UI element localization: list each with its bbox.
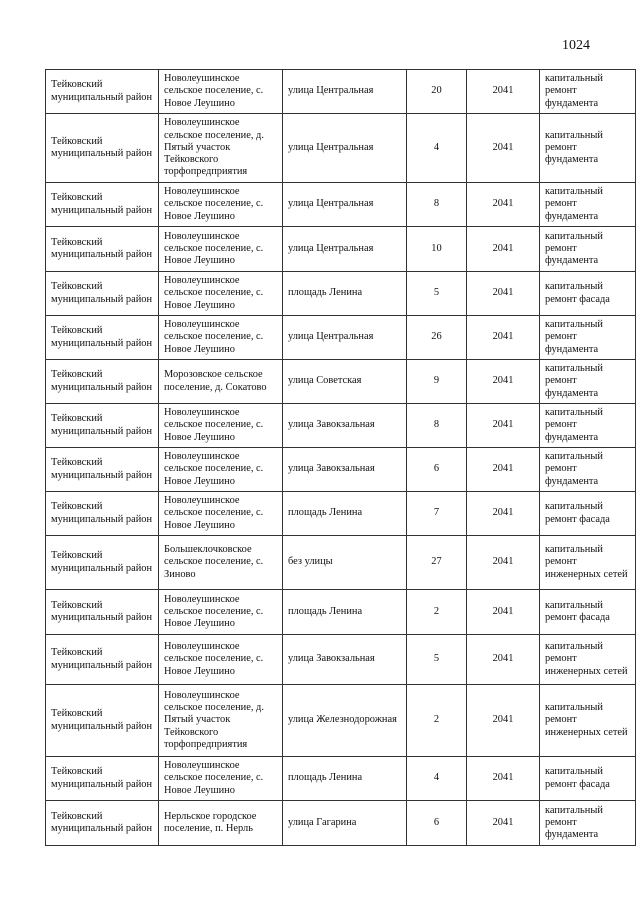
street-cell: площадь Ленина [283,492,407,536]
house-number-cell: 6 [407,801,467,846]
house-number-cell: 4 [407,114,467,183]
settlement-cell: Новолеушинское сельское поселение, с. Новое Леушино [159,635,283,685]
settlement-cell: Новолеушинское сельское поселение, д. Пятый участок Тейковского торфопредприятия [159,685,283,757]
house-number-cell: 8 [407,183,467,227]
table-row [46,801,636,846]
work-type-cell: капитальный ремонт фасада [540,272,636,316]
table-row [46,360,636,404]
table-row [46,404,636,448]
street-cell: улица Завокзальная [283,448,407,492]
settlement-cell: Новолеушинское сельское поселение, д. Пятый участок Тейковского торфопредприятия [159,114,283,183]
settlement-cell: Большеклочковское сельское поселение, с. Зиново [159,536,283,590]
district-cell: Тейковский муниципальный район [46,70,159,114]
year-cell: 2041 [467,757,540,801]
table-row [46,536,636,590]
street-cell: улица Центральная [283,183,407,227]
house-number-cell: 7 [407,492,467,536]
district-cell: Тейковский муниципальный район [46,227,159,272]
work-type-cell: капитальный ремонт фундамента [540,70,636,114]
year-cell: 2041 [467,316,540,360]
district-cell: Тейковский муниципальный район [46,360,159,404]
street-cell: улица Центральная [283,227,407,272]
table-row [46,590,636,635]
table-row [46,635,636,685]
district-cell: Тейковский муниципальный район [46,404,159,448]
year-cell: 2041 [467,635,540,685]
work-type-cell: капитальный ремонт фундамента [540,404,636,448]
work-type-cell: капитальный ремонт инженерных сетей [540,685,636,757]
street-cell: площадь Ленина [283,590,407,635]
work-type-cell: капитальный ремонт фундамента [540,316,636,360]
house-number-cell: 9 [407,360,467,404]
settlement-cell: Морозовское сельское поселение, д. Сокатово [159,360,283,404]
district-cell: Тейковский муниципальный район [46,536,159,590]
district-cell: Тейковский муниципальный район [46,448,159,492]
settlement-cell: Новолеушинское сельское поселение, с. Новое Леушино [159,183,283,227]
settlement-cell: Нерльское городское поселение, п. Нерль [159,801,283,846]
year-cell: 2041 [467,272,540,316]
table-row [46,492,636,536]
work-type-cell: капитальный ремонт фундамента [540,448,636,492]
street-cell: улица Центральная [283,70,407,114]
district-cell: Тейковский муниципальный район [46,635,159,685]
house-number-cell: 26 [407,316,467,360]
year-cell: 2041 [467,536,540,590]
settlement-cell: Новолеушинское сельское поселение, с. Новое Леушино [159,492,283,536]
district-cell: Тейковский муниципальный район [46,757,159,801]
street-cell: улица Советская [283,360,407,404]
year-cell: 2041 [467,404,540,448]
repair-registry-table [45,69,636,846]
settlement-cell: Новолеушинское сельское поселение, с. Новое Леушино [159,227,283,272]
work-type-cell: капитальный ремонт фундамента [540,114,636,183]
settlement-cell: Новолеушинское сельское поселение, с. Новое Леушино [159,70,283,114]
house-number-cell: 27 [407,536,467,590]
table-row [46,316,636,360]
year-cell: 2041 [467,685,540,757]
house-number-cell: 10 [407,227,467,272]
district-cell: Тейковский муниципальный район [46,272,159,316]
work-type-cell: капитальный ремонт фасада [540,757,636,801]
street-cell: улица Железнодорожная [283,685,407,757]
street-cell: площадь Ленина [283,272,407,316]
page-number: 1024 [562,38,590,53]
work-type-cell: капитальный ремонт фасада [540,590,636,635]
district-cell: Тейковский муниципальный район [46,316,159,360]
house-number-cell: 6 [407,448,467,492]
house-number-cell: 5 [407,272,467,316]
year-cell: 2041 [467,114,540,183]
district-cell: Тейковский муниципальный район [46,801,159,846]
table-row [46,70,636,114]
settlement-cell: Новолеушинское сельское поселение, с. Новое Леушино [159,448,283,492]
table-row [46,114,636,183]
year-cell: 2041 [467,183,540,227]
district-cell: Тейковский муниципальный район [46,685,159,757]
year-cell: 2041 [467,70,540,114]
house-number-cell: 5 [407,635,467,685]
work-type-cell: капитальный ремонт фундамента [540,183,636,227]
year-cell: 2041 [467,492,540,536]
street-cell: улица Завокзальная [283,404,407,448]
house-number-cell: 2 [407,590,467,635]
settlement-cell: Новолеушинское сельское поселение, с. Новое Леушино [159,757,283,801]
district-cell: Тейковский муниципальный район [46,492,159,536]
table-row [46,685,636,757]
table-row [46,183,636,227]
house-number-cell: 20 [407,70,467,114]
district-cell: Тейковский муниципальный район [46,114,159,183]
house-number-cell: 2 [407,685,467,757]
settlement-cell: Новолеушинское сельское поселение, с. Новое Леушино [159,272,283,316]
year-cell: 2041 [467,448,540,492]
work-type-cell: капитальный ремонт фундамента [540,360,636,404]
house-number-cell: 4 [407,757,467,801]
street-cell: площадь Ленина [283,757,407,801]
settlement-cell: Новолеушинское сельское поселение, с. Новое Леушино [159,404,283,448]
house-number-cell: 8 [407,404,467,448]
year-cell: 2041 [467,227,540,272]
table-row [46,272,636,316]
street-cell: улица Гагарина [283,801,407,846]
work-type-cell: капитальный ремонт инженерных сетей [540,635,636,685]
year-cell: 2041 [467,590,540,635]
year-cell: 2041 [467,360,540,404]
district-cell: Тейковский муниципальный район [46,590,159,635]
street-cell: улица Центральная [283,114,407,183]
work-type-cell: капитальный ремонт фасада [540,492,636,536]
district-cell: Тейковский муниципальный район [46,183,159,227]
table-row [46,757,636,801]
table-row [46,227,636,272]
settlement-cell: Новолеушинское сельское поселение, с. Новое Леушино [159,316,283,360]
street-cell: улица Центральная [283,316,407,360]
year-cell: 2041 [467,801,540,846]
settlement-cell: Новолеушинское сельское поселение, с. Новое Леушино [159,590,283,635]
work-type-cell: капитальный ремонт фундамента [540,801,636,846]
table-row [46,448,636,492]
work-type-cell: капитальный ремонт инженерных сетей [540,536,636,590]
street-cell: улица Завокзальная [283,635,407,685]
work-type-cell: капитальный ремонт фундамента [540,227,636,272]
street-cell: без улицы [283,536,407,590]
